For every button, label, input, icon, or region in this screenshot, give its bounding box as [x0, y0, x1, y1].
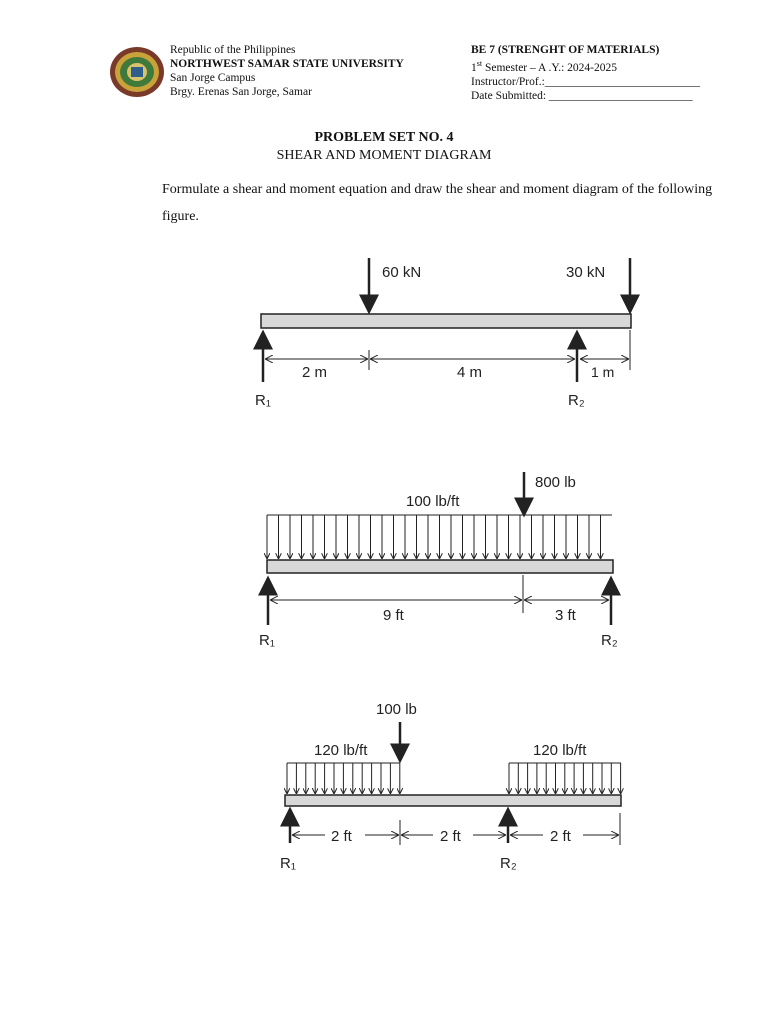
problem-set-title: PROBLEM SET NO. 4 — [314, 130, 454, 145]
beam — [267, 560, 613, 573]
dimension-label-c: 2 ft — [550, 828, 571, 845]
beam — [285, 795, 621, 806]
reaction-label-r2: R₂ — [500, 855, 517, 872]
distributed-load-left-label: 120 lb/ft — [314, 742, 368, 759]
dimension-label-a: 9 ft — [383, 607, 404, 624]
dimension-label-a: 2 m — [302, 364, 328, 381]
dimension-label-b: 3 ft — [555, 607, 576, 624]
distributed-load-label: 100 lb/ft — [406, 493, 460, 510]
reaction-label-r2: R₂ — [601, 632, 618, 649]
problem-set-subtitle: SHEAR AND MOMENT DIAGRAM — [276, 148, 492, 163]
load-label-60kn: 60 kN — [382, 264, 422, 281]
beam — [261, 314, 631, 328]
instructions-text: Formulate a shear and moment equation and draw the shear and moment diagram of the following figure. — [162, 182, 713, 224]
university-seal-logo — [109, 46, 165, 98]
dimension-label-b: 2 ft — [440, 828, 461, 845]
campus-line: San Jorge Campus — [170, 72, 256, 84]
distributed-load-right-label: 120 lb/ft — [533, 742, 587, 759]
dimension-label-b: 4 m — [457, 364, 483, 381]
reaction-label-r1: R₁ — [280, 855, 296, 872]
date-submitted-line: Date Submitted: _________________________ — [471, 89, 693, 102]
address-line: Brgy. Erenas San Jorge, Samar — [170, 86, 312, 98]
semester-suffix: st — [476, 59, 483, 68]
distributed-load-arrows — [267, 515, 601, 558]
university-header — [170, 43, 404, 99]
dimension-label-c: 1 m — [591, 364, 615, 380]
instructor-line: Instructor/Prof.:___________________________ — [471, 75, 701, 88]
load-label-30kn: 30 kN — [566, 264, 606, 281]
semester-number: 1 — [471, 61, 477, 74]
semester-rest: Semester – A .Y.: 2024-2025 — [482, 61, 618, 74]
distributed-load-arrows — [287, 763, 621, 793]
load-label-100lb: 100 lb — [376, 701, 417, 718]
reaction-label-r1: R₁ — [259, 632, 275, 649]
university-name: NORTHWEST SAMAR STATE UNIVERSITY — [170, 58, 404, 70]
course-header — [471, 43, 700, 103]
republic-line: Republic of the Philippines — [170, 44, 296, 56]
beam-figure-3 — [275, 695, 635, 875]
reaction-label-r2: R₂ — [568, 392, 585, 409]
semester-line — [471, 57, 700, 75]
beam-figure-1 — [250, 255, 640, 410]
dimension-label-a: 2 ft — [331, 828, 352, 845]
course-title: BE 7 (STRENGHT OF MATERIALS) — [471, 44, 660, 56]
load-label-800lb: 800 lb — [535, 474, 576, 491]
beam-figure-2 — [255, 467, 625, 657]
reaction-label-r1: R₁ — [255, 392, 271, 409]
